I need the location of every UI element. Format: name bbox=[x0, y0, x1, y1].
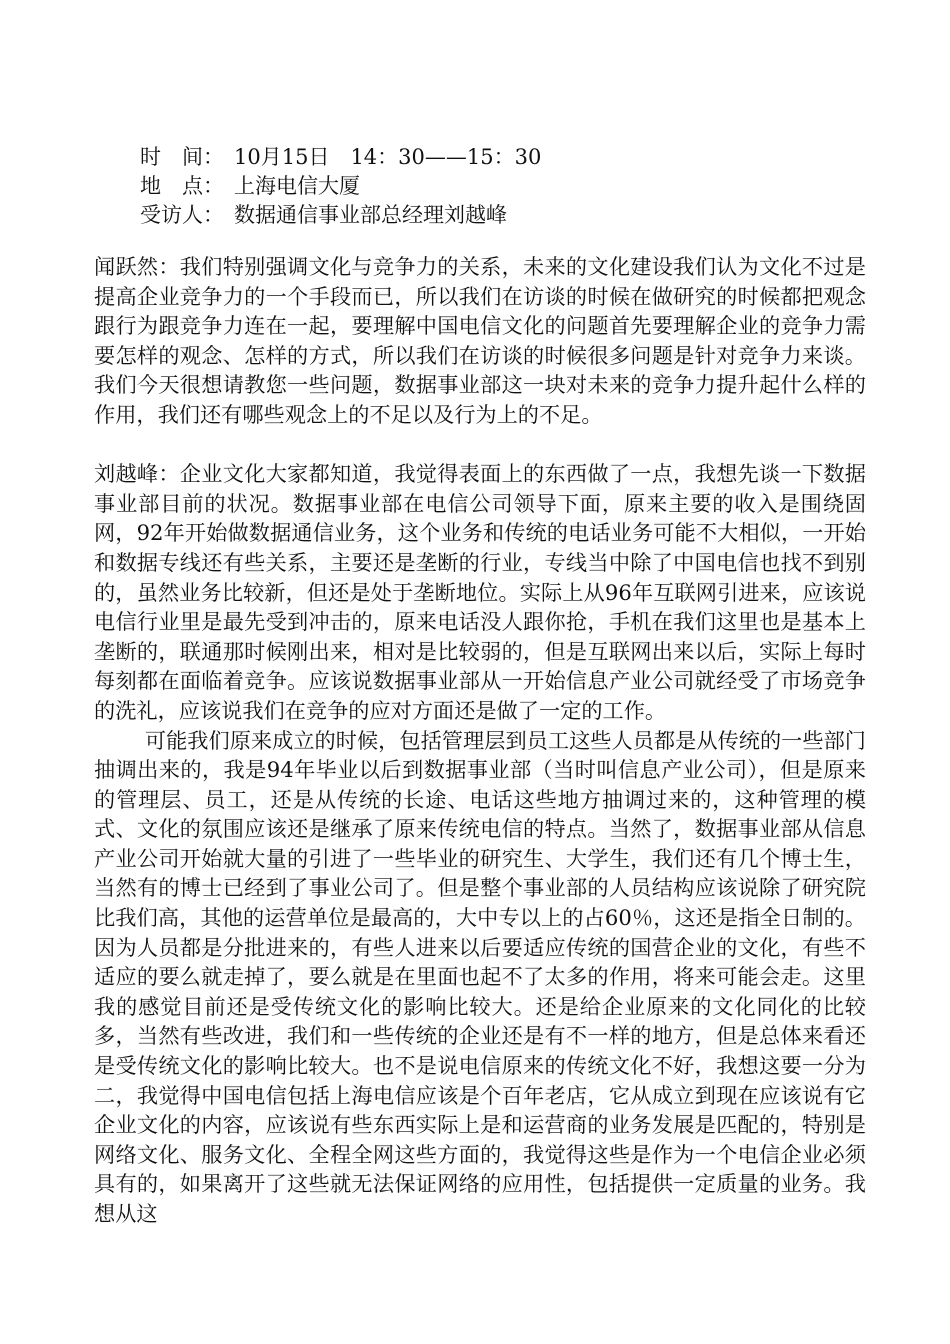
paragraph-answer-2: 可能我们原来成立的时候，包括管理层到员工这些人员都是从传统的一些部门抽调出来的，我是94年毕业以后到数据事业部（当时叫信息产业公司），但是原来的管理层、员工，还是从传统的长途、电话这些地方抽调过来的，这种管理的模式、文化的氛围应该还是继承了原来传统电信的特点。当然了，数据事业部从信息产业公司开始就大量的引进了一些毕业的研究生、大学生，我们还有几个博士生，当然有的博士已经到了事业公司了。但是整个事业部的人员结构应该说除了研究院比我们高，其他的运营单位是最高的，大中专以上的占60％，这还是指全日制的。因为人员都是分批进来的，有些人进来以后要适应传统的国营企业的文化，有些不适应的要么就走掉了，要么就是在里面也起不了太多的作用，将来可能会走。这里我的感觉目前还是受传统文化的影响比较大。还是给企业原来的文化同化的比较多，当然有些改进，我们和一些传统的企业还是有不一样的地方，但是总体来看还是受传统文化的影响比较大。也不是说电信原来的传统文化不好，我想这要一分为二，我觉得中国电信包括上海电信应该是个百年老店，它从成立到现在应该说有它企业文化的内容，应该说有些东西实际上是和运营商的业务发展是匹配的，特别是网络文化、服务文化、全程全网这些方面的，我觉得这些是作为一个电信企业必须具有的，如果离开了这些就无法保证网络的应用性，包括提供一定质量的业务。我想从这 bbox=[94, 727, 866, 1226]
meta-place-line bbox=[140, 172, 840, 201]
meta-time-value: 10月15日 14：30——15：30 bbox=[234, 145, 542, 169]
paragraph-answer-1: 刘越峰：企业文化大家都知道，我觉得表面上的东西做了一点，我想先谈一下数据事业部目前的状况。数据事业部在电信公司领导下面，原来主要的收入是围绕固网，92年开始做数据通信业务，这个业务和传统的电话业务可能不大相似，一开始和数据专线还有些关系，主要还是垄断的行业，专线当中除了中国电信也找不到别的，虽然业务比较新，但还是处于垄断地位。实际上从96年互联网引进来，应该说电信行业里是最先受到冲击的，原来电话没人跟你抢，手机在我们这里也是基本上垄断的，联通那时候刚出来，相对是比较弱的，但是互联网出来以后，实际上每时每刻都在面临着竞争。应该说数据事业部从一开始信息产业公司就经受了市场竞争的洗礼，应该说我们在竞争的应对方面还是做了一定的工作。 bbox=[94, 461, 866, 723]
meta-interviewee-label: 受访人： bbox=[140, 203, 224, 227]
meta-interviewee-line bbox=[140, 201, 840, 230]
interview-body bbox=[94, 252, 866, 1229]
meta-time-label: 时 间： bbox=[140, 145, 224, 169]
meta-interviewee-value: 数据通信事业部总经理刘越峰 bbox=[234, 203, 507, 227]
meta-time-line bbox=[140, 143, 840, 172]
paragraph-question: 闻跃然：我们特别强调文化与竞争力的关系，未来的文化建设我们认为文化不过是提高企业竞争力的一个手段而已，所以我们在访谈的时候在做研究的时候都把观念跟行为跟竞争力连在一起，要理解中国电信文化的问题首先要理解企业的竞争力需要怎样的观念、怎样的方式，所以我们在访谈的时候很多问题是针对竞争力来谈。我们今天很想请教您一些问题，数据事业部这一块对未来的竞争力提升起什么样的作用，我们还有哪些观念上的不足以及行为上的不足。 bbox=[94, 254, 866, 427]
interview-meta bbox=[140, 143, 840, 230]
meta-place-label: 地 点： bbox=[140, 174, 224, 198]
meta-place-value: 上海电信大厦 bbox=[234, 174, 360, 198]
